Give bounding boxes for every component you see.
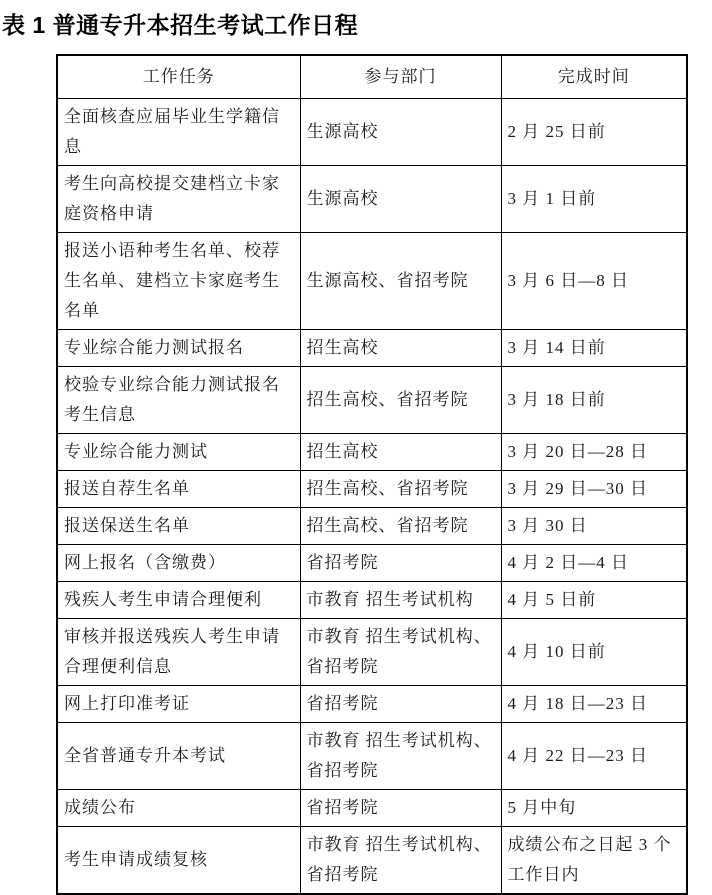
header-dept: 参与部门 [300,55,501,99]
task-cell: 考生申请成绩复核 [57,827,300,895]
time-cell: 4 月 22 日—23 日 [501,723,687,790]
time-cell: 3 月 6 日—8 日 [501,233,687,330]
table-row [57,686,687,723]
page-title: 表 1 普通专升本招生考试工作日程 [2,12,359,38]
time-cell: 成绩公布之日起 3 个工作日内 [501,827,687,895]
table-row [57,723,687,790]
task-cell: 考生向高校提交建档立卡家庭资格申请 [57,166,300,233]
header-row [57,55,687,99]
time-cell: 3 月 20 日—28 日 [501,434,687,471]
task-cell: 全省普通专升本考试 [57,723,300,790]
time-cell: 4 月 5 日前 [501,582,687,619]
dept-cell: 招生高校、省招考院 [300,508,501,545]
time-cell: 3 月 1 日前 [501,166,687,233]
dept-cell: 省招考院 [300,545,501,582]
dept-cell: 招生高校 [300,330,501,367]
task-cell: 报送自荐生名单 [57,471,300,508]
time-cell: 3 月 29 日—30 日 [501,471,687,508]
dept-cell: 市教育 招生考试机构、省招考院 [300,827,501,895]
dept-cell: 市教育 招生考试机构、省招考院 [300,619,501,686]
table-row [57,582,687,619]
task-cell: 网上打印准考证 [57,686,300,723]
task-cell: 报送保送生名单 [57,508,300,545]
table-row [57,471,687,508]
task-cell: 专业综合能力测试 [57,434,300,471]
time-cell: 3 月 18 日前 [501,367,687,434]
dept-cell: 市教育 招生考试机构、省招考院 [300,723,501,790]
header-task: 工作任务 [57,55,300,99]
table-row [57,367,687,434]
table-header [57,55,687,99]
task-cell: 专业综合能力测试报名 [57,330,300,367]
dept-cell: 省招考院 [300,686,501,723]
table-row [57,99,687,166]
table-row [57,434,687,471]
header-time: 完成时间 [501,55,687,99]
time-cell: 3 月 14 日前 [501,330,687,367]
task-cell: 网上报名（含缴费） [57,545,300,582]
table-row [57,233,687,330]
table-row [57,827,687,895]
task-cell: 报送小语种考生名单、校荐生名单、建档立卡家庭考生名单 [57,233,300,330]
dept-cell: 市教育 招生考试机构 [300,582,501,619]
dept-cell: 生源高校、省招考院 [300,233,501,330]
dept-cell: 招生高校、省招考院 [300,471,501,508]
table-row [57,545,687,582]
dept-cell: 生源高校 [300,166,501,233]
time-cell: 2 月 25 日前 [501,99,687,166]
task-cell: 审核并报送残疾人考生申请合理便利信息 [57,619,300,686]
table-row [57,330,687,367]
dept-cell: 招生高校、省招考院 [300,367,501,434]
dept-cell: 生源高校 [300,99,501,166]
table-row [57,619,687,686]
task-cell: 全面核查应届毕业生学籍信息 [57,99,300,166]
time-cell: 4 月 2 日—4 日 [501,545,687,582]
time-cell: 5 月中旬 [501,790,687,827]
schedule-table [56,54,688,895]
dept-cell: 省招考院 [300,790,501,827]
time-cell: 4 月 10 日前 [501,619,687,686]
time-cell: 3 月 30 日 [501,508,687,545]
task-cell: 校验专业综合能力测试报名考生信息 [57,367,300,434]
time-cell: 4 月 18 日—23 日 [501,686,687,723]
table-body [57,99,687,895]
task-cell: 成绩公布 [57,790,300,827]
table-row [57,508,687,545]
table-row [57,166,687,233]
dept-cell: 招生高校 [300,434,501,471]
table-row [57,790,687,827]
task-cell: 残疾人考生申请合理便利 [57,582,300,619]
